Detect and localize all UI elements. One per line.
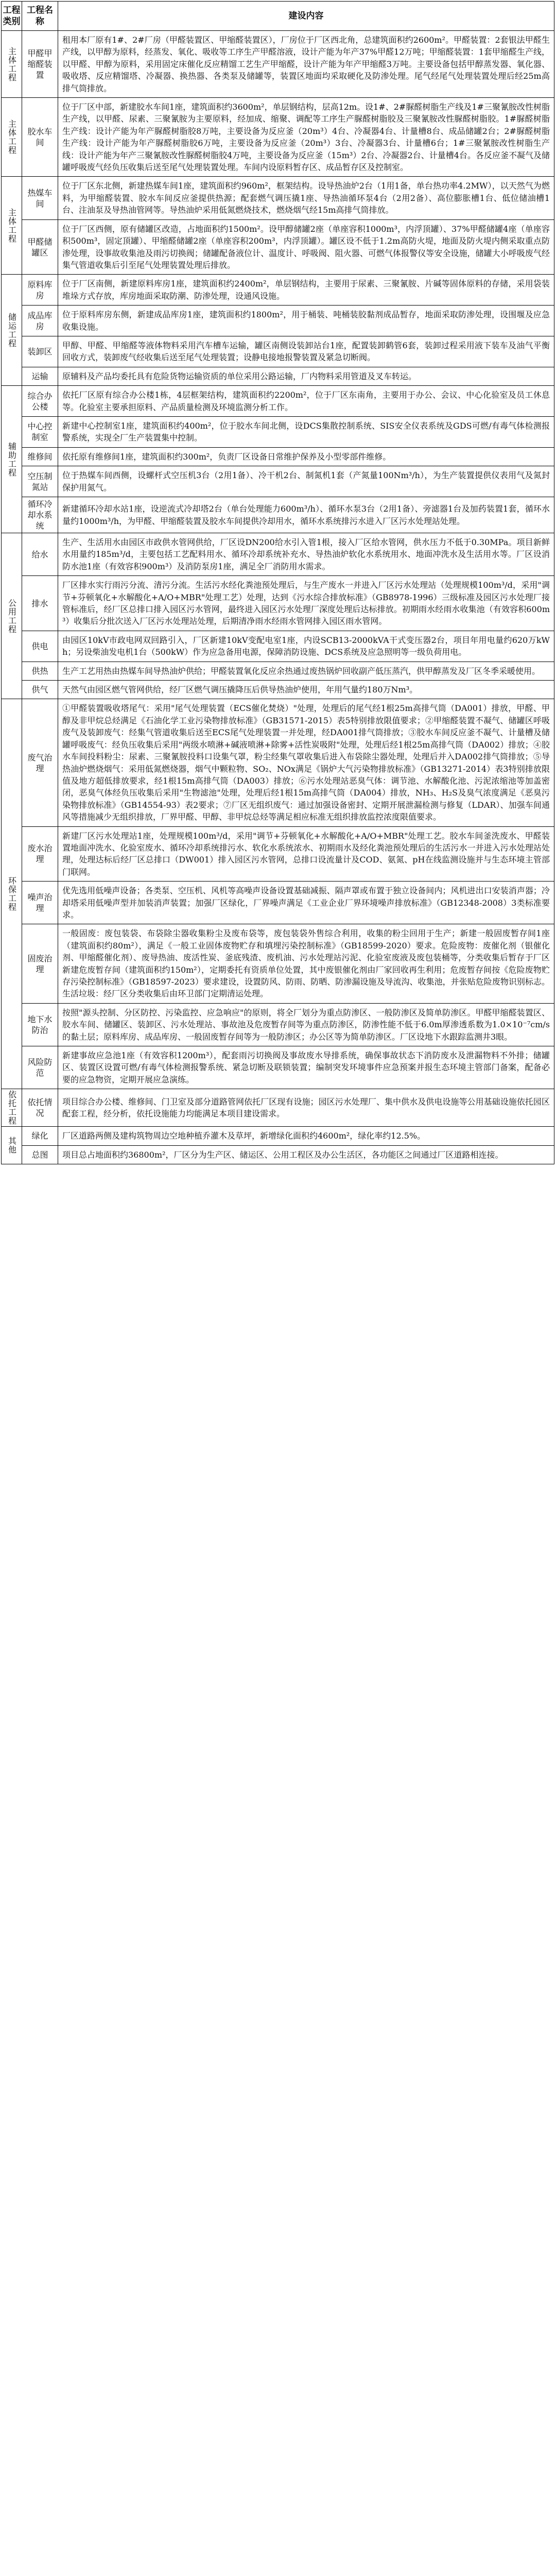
item-content-cell: 甲醇、甲醛、甲缩醛等液体物料采用汽车槽车运输，罐区南侧设装卸站台1座，配置装卸鹤管6套，装卸过程采用液下装车及油气平衡回收方式，装卸废气经收集后送至尾气处理装置；设静电接地报警装置及紧急切断阀。: [58, 336, 554, 367]
table-row: [2, 826, 554, 882]
item-name-cell: 成品库房: [22, 306, 58, 336]
table-row: [2, 576, 554, 631]
item-name-cell: 给水: [22, 533, 58, 576]
item-name-cell: 供热: [22, 662, 58, 680]
item-content-cell: 项目总占地面积约36800m²，厂区分为生产区、储运区、公用工程区及办公生活区，各功能区之间通过厂区道路相连接。: [58, 1145, 554, 1164]
category-cell: 辅助工程: [2, 386, 22, 533]
item-name-cell: 废气治理: [22, 699, 58, 826]
item-name-cell: 依托情况: [22, 1089, 58, 1127]
item-name-cell: 甲醛储罐区: [22, 219, 58, 275]
item-name-cell: 供电: [22, 631, 58, 662]
item-content-cell: 依托厂区原有综合办公楼1栋，4层框架结构，建筑面积约2200m²，位于厂区东南角，主要用于办公、会议、中心化验室及员工休息等。化验室主要承担原料、产品质量检测及环境监测分析工作。: [58, 386, 554, 417]
table-row: [2, 177, 554, 219]
item-content-cell: 位于厂区东北侧，新建热媒车间1座，建筑面积约960m²，框架结构。设导热油炉2台（1用1备，单台热功率4.2MW），以天然气为燃料，为甲缩醛装置、胶水车间反应釜提供热源；配套燃气调压撬1座、导热油循环泵4台（2用2备）、高位膨胀槽1台、低位储油槽1台、注油泵及导热油管网等。导热油炉采用低氮燃烧技术，燃烧烟气经15m高排气筒排放。: [58, 177, 554, 219]
table-row: [2, 275, 554, 306]
item-content-cell: 位于热媒车间西侧，设螺杆式空压机3台（2用1备）、冷干机2台、制氮机1套（产氮量100Nm³/h），为生产装置提供仪表用气及氮封保护用氮气。: [58, 466, 554, 497]
table-row: [2, 681, 554, 699]
item-content-cell: 新建循环冷却水站1座，设逆流式冷却塔2台（单台处理能力600m³/h）、循环水泵3台（2用1备）、旁滤器1台及加药装置1套，循环水量约1000m³/h，为甲醛、甲缩醛装置及胶水车间提供冷却用水，循环水系统排污水进入厂区污水处理站处理。: [58, 497, 554, 533]
item-name-cell: 总图: [22, 1145, 58, 1164]
item-name-cell: 热媒车间: [22, 177, 58, 219]
item-name-cell: 废水治理: [22, 826, 58, 882]
item-content-cell: 生产、生活用水由园区市政供水管网供给，厂区设DN200给水引入管1根，接入厂区给水管网，供水压力不低于0.30MPa。项目新鲜水用量约185m³/d，主要包括工艺配料用水、循环冷却系统补充水、导热油炉软化水系统用水、地面冲洗水及生活用水等。厂区设消防水池1座（有效容积900m³）及消防泵房1座，满足全厂消防用水需求。: [58, 533, 554, 576]
project-composition-table-page: [1, 1, 554, 1164]
item-content-cell: 由园区10kV市政电网双回路引入，厂区新建10kV变配电室1座，内设SCB13-2000kVA干式变压器2台，项目年用电量约620万kWh；另设柴油发电机1台（500kW）作为应急备用电源，保障消防设施、DCS系统及应急照明等一级负荷用电。: [58, 631, 554, 662]
header-name: 工程名称: [22, 2, 58, 31]
category-cell: 公用工程: [2, 533, 22, 699]
table-row: [2, 1003, 554, 1046]
category-cell: 主体工程: [2, 177, 22, 275]
item-content-cell: ①甲醛装置吸收塔尾气：采用"尾气处理装置（ECS催化焚烧）"处理，处理后的尾气经1根25m高排气筒（DA001）排放，甲醛、甲醇及非甲烷总烃满足《石油化学工业污染物排放标准》（GB31571-2015）表5特别排放限值要求；②甲缩醛装置不凝气、储罐区呼吸废气及装卸废气：经集气管道收集后送至ECS尾气处理装置一并处理，经DA001排气筒排放；③胶水车间反应釜不凝气、计量槽及储罐呼吸废气：经负压收集后采用"两级水喷淋+碱液喷淋+除雾+活性炭吸附"处理，处理后经1根25m高排气筒（DA002）排放；④胶水车间投料粉尘：尿素、三聚氰胺投料口设集气罩，粉尘经集气罩收集后进入布袋除尘器处理，处理后并入DA002排气筒排放；⑤导热油炉燃烧烟气：采用低氮燃烧器，烟气中颗粒物、SO₂、NOx满足《锅炉大气污染物排放标准》（GB13271-2014）表3特别排放限值及地方超低排放要求，经1根15m高排气筒（DA003）排放；⑥污水处理站恶臭气体：调节池、水解酸化池、污泥浓缩池等加盖密闭，恶臭气体经负压收集后采用"生物滤池"处理，处理后经1根15m高排气筒（DA004）排放，NH₃、H₂S及臭气浓度满足《恶臭污染物排放标准》（GB14554-93）表2要求；⑦厂区无组织废气：通过加强设备密封、定期开展泄漏检测与修复（LDAR）、加强车间通风等措施减少无组织排放，厂界甲醛、甲醇、非甲烷总烃等满足相应标准无组织排放监控浓度限值要求。: [58, 699, 554, 826]
item-name-cell: 空压制氮站: [22, 466, 58, 497]
item-content-cell: 天然气由园区燃气管网供给，经厂区燃气调压撬降压后供导热油炉使用，年用气量约180万Nm³。: [58, 681, 554, 699]
table-row: [2, 882, 554, 924]
item-content-cell: 生产工艺用热由热媒车间导热油炉供给；甲醛装置氧化反应余热通过废热锅炉回收副产低压蒸汽，供甲醇蒸发及厂区冬季采暖使用。: [58, 662, 554, 680]
item-content-cell: 厂区道路两侧及建构筑物周边空地种植乔灌木及草坪，新增绿化面积约4600m²，绿化率约12.5%。: [58, 1127, 554, 1145]
table-row: [2, 631, 554, 662]
item-name-cell: 维修间: [22, 447, 58, 466]
item-content-cell: 位于厂区南侧，新建原料库房1座，建筑面积约2400m²，单层钢结构，主要用于尿素、三聚氰胺、片碱等固体原料的存储，采用袋装堆垛方式存放，库房地面采取防潮、防渗处理，设通风设施。: [58, 275, 554, 306]
item-content-cell: 新建中心控制室1座，建筑面积约400m²，位于胶水车间北侧，设DCS集散控制系统、SIS安全仪表系统及GDS可燃/有毒气体检测报警系统，实现全厂生产装置集中控制。: [58, 416, 554, 447]
table-row: [2, 306, 554, 336]
table-row: [2, 416, 554, 447]
item-name-cell: 综合办公楼: [22, 386, 58, 417]
table-row: [2, 497, 554, 533]
item-content-cell: 新建厂区污水处理站1座，处理规模100m³/d，采用"调节+芬顿氧化+水解酸化+A/O+MBR"处理工艺。胶水车间釜洗废水、甲醛装置地面冲洗水、化验室废水、循环冷却系统排污水、软化水系统浓水、初期雨水及经化粪池预处理后的生活污水一并进入污水处理站处理，处理达标后经厂区总排口（DW001）排入园区污水管网，总排口设流量计及COD、氨氮、pH在线监测设施并与生态环境主管部门联网。: [58, 826, 554, 882]
item-content-cell: 依托原有维修间1座，建筑面积约300m²，负责厂区设备日常维护保养及小型零部件维修。: [58, 447, 554, 466]
category-cell: 主体工程: [2, 98, 22, 177]
table-row: [2, 447, 554, 466]
table-row: [2, 31, 554, 98]
item-content-cell: 租用本厂原有1#、2#厂房（甲醛装置区、甲缩醛装置区），厂房位于厂区西北角，总建筑面积约2600m²。甲醛装置：2套银法甲醛生产线，以甲醇为原料，经蒸发、氧化、吸收等工序生产甲醛溶液，设计产能为年产37%甲醛12万吨；甲缩醛装置：1套甲缩醛生产线，以甲醛、甲醇为原料，采用固定床催化反应精馏工艺生产甲缩醛，设计产能为年产甲缩醛3万吨。主要设备包括甲醇蒸发器、氧化器、吸收塔、反应精馏塔、冷凝器、换热器、各类泵及储罐等，装置区地面均采取硬化及防渗处理。尾气经尾气处理装置处理后经25m高排气筒排放。: [58, 31, 554, 98]
header-category: 工程类别: [2, 2, 22, 31]
item-name-cell: 排水: [22, 576, 58, 631]
table-row: [2, 367, 554, 385]
item-name-cell: 运输: [22, 367, 58, 385]
table-header: [2, 2, 554, 31]
table-row: [2, 924, 554, 1003]
item-name-cell: 供气: [22, 681, 58, 699]
category-cell: 储运工程: [2, 275, 22, 386]
item-content-cell: 项目综合办公楼、维修间、门卫室及部分道路管网依托厂区现有设施；园区污水处理厂、集中供水及供电设施等公用基础设施依托园区配套工程，经分析，依托设施能力均能满足本项目建设需求。: [58, 1089, 554, 1127]
item-content-cell: 优先选用低噪声设备；各类泵、空压机、风机等高噪声设备设置基础减振、隔声罩或布置于独立设备间内；风机进出口安装消声器；冷却塔采用低噪声型并加装消声装置；加强厂区绿化，厂界噪声满足《工业企业厂界环境噪声排放标准》（GB12348-2008）3类标准要求。: [58, 882, 554, 924]
item-content-cell: 位于厂区西侧，原有储罐区改造，占地面积约1500m²。设甲醇储罐2座（单座容积1000m³，内浮顶罐）、37%甲醛储罐4座（单座容积500m³，固定顶罐）、甲缩醛储罐2座（单座容积200m³，内浮顶罐）。罐区设不低于1.2m高防火堤，地面及防火堤内侧采取重点防渗处理，设事故收集池及雨污切换阀；储罐配备液位计、温度计、呼吸阀、阻火器、可燃气体报警仪等安全设施，储罐大小呼吸废气经集气管道收集后引至尾气处理装置处理后排放。: [58, 219, 554, 275]
item-name-cell: 噪声治理: [22, 882, 58, 924]
item-name-cell: 中心控制室: [22, 416, 58, 447]
item-content-cell: 原辅料及产品均委托具有危险货物运输资质的单位采用公路运输，厂内物料采用管道及叉车转运。: [58, 367, 554, 385]
table-row: [2, 1089, 554, 1127]
table-row: [2, 662, 554, 680]
item-name-cell: 绿化: [22, 1127, 58, 1145]
item-content-cell: 厂区排水实行雨污分流、清污分流。生活污水经化粪池预处理后，与生产废水一并进入厂区污水处理站（处理规模100m³/d，采用"调节+芬顿氧化+水解酸化+A/O+MBR"处理工艺）处理，达到《污水综合排放标准》（GB8978-1996）三级标准及园区污水处理厂接管标准后，经厂区总排口排入园区污水管网，最终进入园区污水处理厂深度处理后达标排放。初期雨水经雨水收集池（有效容积600m³）收集后分批次送入厂区污水处理站处理，后期清净雨水经雨水管网排入园区雨水管网。: [58, 576, 554, 631]
item-content-cell: 按照"源头控制、分区防控、污染监控、应急响应"的原则，将全厂划分为重点防渗区、一般防渗区及简单防渗区。甲醛甲缩醛装置区、胶水车间、储罐区、装卸区、污水处理站、事故池及危废暂存间等为重点防渗区，防渗性能不低于6.0m厚渗透系数为1.0×10⁻⁷cm/s的黏土层；原料库房、成品库房、一般固废暂存间等为一般防渗区；办公区等为简单防渗区。厂区设地下水跟踪监测井3眼。: [58, 1003, 554, 1046]
item-content-cell: 一般固废：废包装袋、布袋除尘器收集粉尘及废布袋等，废包装袋外售综合利用，收集的粉尘回用于生产；新建一般固废暂存间1座（建筑面积约80m²），满足《一般工业固体废物贮存和填埋污染控制标准》（GB18599-2020）要求。危险废物：废催化剂（银催化剂、甲缩醛催化剂）、废导热油、废活性炭、釜底残渣、废机油、污水处理站污泥、化验室废液及废包装桶等，分类收集后暂存于厂区新建危废暂存间（建筑面积约150m²），定期委托有资质单位处置，其中废银催化剂由厂家回收再生利用；危废暂存间按《危险废物贮存污染控制标准》（GB18597-2023）要求建设，设置防风、防雨、防晒、防渗漏设施及导流沟、收集池，并张贴危险废物识别标志。生活垃圾：经厂区分类收集后由环卫部门定期清运处理。: [58, 924, 554, 1003]
table-row: [2, 1127, 554, 1145]
table-row: [2, 466, 554, 497]
item-name-cell: 甲醛甲缩醛装置: [22, 31, 58, 98]
category-cell: 环保工程: [2, 699, 22, 1089]
item-name-cell: 循环冷却水系统: [22, 497, 58, 533]
item-name-cell: 风险防范: [22, 1046, 58, 1089]
item-name-cell: 固废治理: [22, 924, 58, 1003]
category-cell: 主体工程: [2, 31, 22, 98]
table-row: [2, 1145, 554, 1164]
table-row: [2, 386, 554, 417]
table-row: [2, 98, 554, 177]
table-row: [2, 699, 554, 826]
table-row: [2, 219, 554, 275]
item-name-cell: 胶水车间: [22, 98, 58, 177]
category-cell: 依托工程: [2, 1089, 22, 1127]
table-row: [2, 533, 554, 576]
project-composition-table: [1, 1, 554, 1164]
header-row: [2, 2, 554, 31]
table-body: [2, 31, 554, 1164]
table-row: [2, 336, 554, 367]
category-cell: 其他: [2, 1127, 22, 1164]
item-name-cell: 地下水防治: [22, 1003, 58, 1046]
table-row: [2, 1046, 554, 1089]
item-content-cell: 位于原料库房东侧，新建成品库房1座，建筑面积约1800m²，用于桶装、吨桶装胶黏剂成品暂存，地面采取防渗处理，设围堰及应急收集设施。: [58, 306, 554, 336]
item-content-cell: 新建事故应急池1座（有效容积1200m³），配套雨污切换阀及事故废水导排系统，确保事故状态下消防废水及泄漏物料不外排；储罐区、装置区设置可燃/有毒气体检测报警系统、紧急切断及联锁装置；编制突发环境事件应急预案并报生态环境主管部门备案，配备必要的应急物资，定期开展应急演练。: [58, 1046, 554, 1089]
header-content: 建设内容: [58, 2, 554, 31]
item-name-cell: 原料库房: [22, 275, 58, 306]
item-content-cell: 位于厂区中部，新建胶水车间1座，建筑面积约3600m²，单层钢结构，层高12m。设1#、2#脲醛树脂生产线及1#三聚氰胺改性树脂生产线，以甲醛、尿素、三聚氰胺为主要原料，经加成、缩聚、调配等工序生产脲醛树脂胶及三聚氰胺改性脲醛树脂胶。1#脲醛树脂生产线：设计产能为年产脲醛树脂胶8万吨，主要设备为反应釜（20m³）4台、冷凝器4台、计量槽8台、成品储罐2台；2#脲醛树脂生产线：设计产能为年产脲醛树脂胶6万吨，主要设备为反应釜（20m³）3台、冷凝器3台、计量槽6台；1#三聚氰胺改性树脂生产线：设计产能为年产三聚氰胺改性脲醛树脂胶4万吨，主要设备为反应釜（15m³）2台、冷凝器2台、计量槽4台。各反应釜不凝气及储罐呼吸废气经负压收集后送至尾气处理装置处理。车间内设原料暂存区、成品暂存区及控制室。: [58, 98, 554, 177]
item-name-cell: 装卸区: [22, 336, 58, 367]
